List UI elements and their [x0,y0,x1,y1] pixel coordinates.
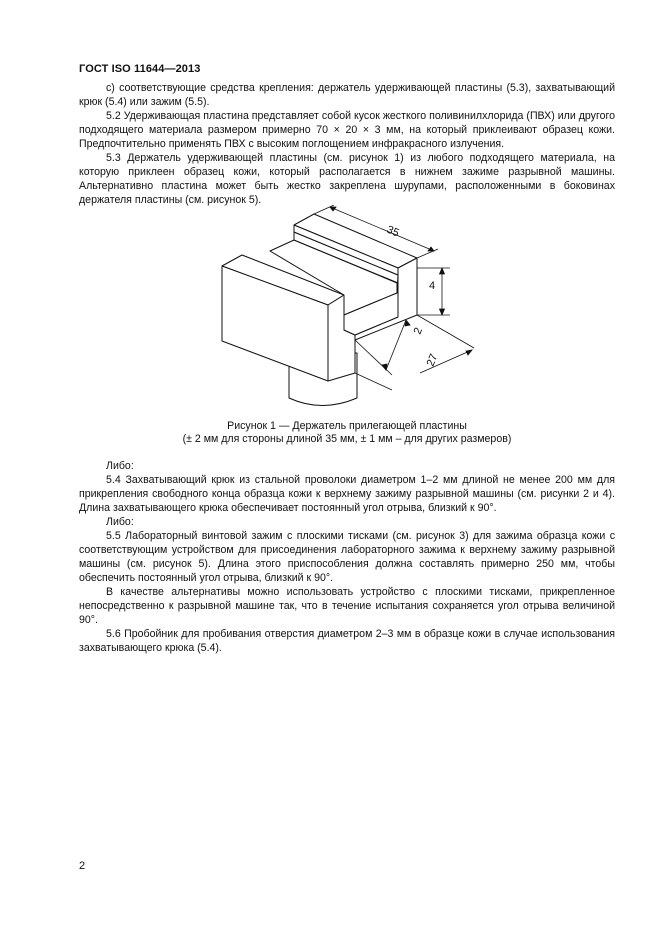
text-block-top [79,81,615,207]
paragraph-alternative: В качестве альтернативы можно использовать устройство с плоскими тисками, прикрепленное непосредственно к разрывной машине так, что в течение испытания сохраняется угол отрыва величиной 90°. [79,586,615,626]
document-header: ГОСТ ISO 11644—2013 [79,63,201,75]
text-block-bottom [79,459,615,655]
paragraph-either-1: Либо: [106,460,134,472]
figure-plate-holder [210,205,490,410]
dimension-label-2: 2 [411,325,426,337]
paragraph-5-4: 5.4 Захватывающий крюк из стальной проволоки диаметром 1–2 мм длиной не менее 200 мм для прикрепления свободного конца образца кожи к верхнему зажиму разрывной машины (см. рисунки 2 и 4). Длина захватывающего крюка обеспечивает постоянный угол отрыва, близкий к 90°. [79,474,615,514]
figure-caption-note: (± 2 мм для стороны длиной 35 мм, ± 1 мм – для других размеров) [182,433,512,445]
dimension-label-35: 35 [384,223,401,240]
paragraph-5-3: 5.3 Держатель удерживающей пластины (см. рисунок 1) из любого подходящего материала, на которую приклеен образец кожи, который располагается в нижнем зажиме разрывной машины. Альтернативно пластина может быть жестко закреплена шурупами, расположенными в боковинах держателя пластины (см. рисунок 5). [79,152,615,206]
paragraph-either-2: Либо: [106,516,134,528]
paragraph-5-5: 5.5 Лабораторный винтовой зажим с плоскими тисками (см. рисунок 3) для зажима образца кожи с соответствующим устройством для присоединения лабораторного зажима к верхнему зажиму разрывной машины (см. рисунок 5). Длина этого приспособления должна составлять примерно 250 мм, чтобы обеспечить постоянный угол отрыва, близкий к 90°. [79,530,615,584]
figure-caption-title: Рисунок 1 — Держатель прилегающей пластины [227,420,467,432]
figure-caption [79,420,615,446]
page-number: 2 [79,860,86,872]
paragraph-item-c: с) соответствующие средства крепления: держатель удерживающей пластины (5.3), захватывающий крюк (5.4) или зажим (5.5). [79,82,615,108]
dimension-label-27: 27 [424,352,441,369]
dimension-label-4: 4 [429,280,436,292]
paragraph-5-2: 5.2 Удерживающая пластина представляет собой кусок жесткого поливинилхлорида (ПВХ) или другого подходящего материала размером примерно 70 × 20 × 3 мм, на который приклеивают образец кожи. Предпочтительно применять ПВХ с высоким поглощением инфракрасного излучения. [79,110,615,150]
paragraph-5-6: 5.6 Пробойник для пробивания отверстия диаметром 2–3 мм в образце кожи в случае использования захватывающего крюка (5.4). [79,628,615,654]
